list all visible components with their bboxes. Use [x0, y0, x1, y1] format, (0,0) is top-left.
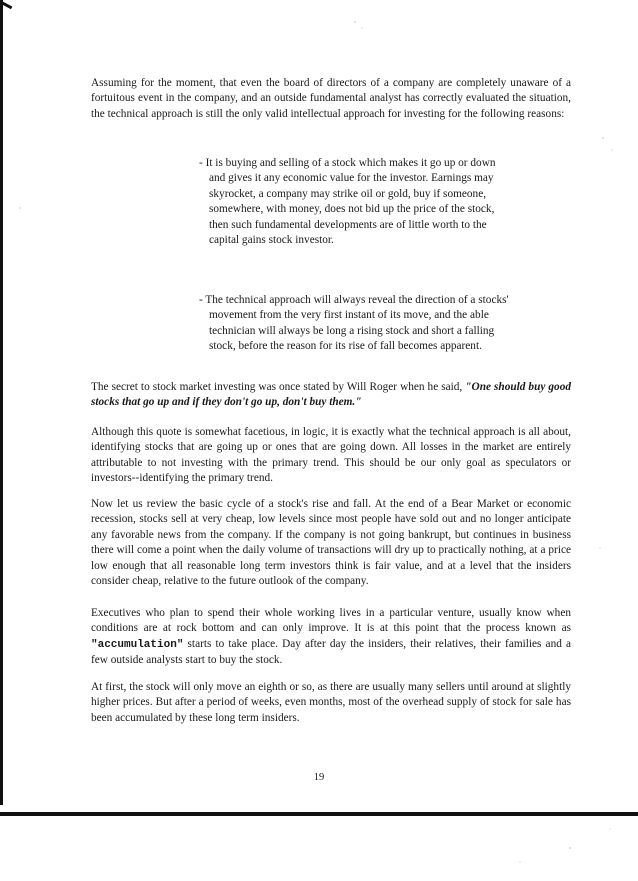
bullet-point-2: - The technical approach will always reveal the direction of a stocks' movement from the very first instant of its move, and the able technician will always be long a rising stock and short a falling stock, before the reason for its rise of fall becomes apparent.: [199, 294, 509, 353]
paragraph-executives: [91, 606, 571, 669]
executives-lead-text: Executives who plan to spend their whole working lives in a particular venture, usually know when conditions are at rock bottom and can only improve. It is at this point that the process known as: [91, 607, 571, 635]
paragraph-cycle: Now let us review the basic cycle of a stock's rise and fall. At the end of a Bear Market or economic recession, stocks sell at very cheap, low levels since most people have sold out and no longer anticipate any favorable news from the company. If the company is not going bankrupt, but continues in business there will come a point when the daily volume of transactions will dry up to practically nothing, at a price low enough that all reasonable long term investors think is fair value, and at a level that the insiders consider cheap, relative to the future outlook of the company.: [91, 498, 571, 588]
will-roger-quote: "One should buy good stocks that go up and if they don't go up, don't buy them.": [91, 381, 571, 409]
paragraph-at-first: At first, the stock will only move an eighth or so, as there are usually many sellers until around at slightly higher prices. But after a period of weeks, even months, most of the overhead supply of stock for sale has been accumulated by these long term insiders.: [91, 681, 571, 724]
page-number: 19: [313, 772, 325, 783]
accumulation-term: "accumulation": [91, 638, 184, 651]
scan-left-edge: [0, 0, 3, 805]
bottom-scan-rule: [0, 812, 638, 816]
executives-tail-text: starts to take place. Day after day the insiders, their relatives, their families and a few outside analysts start to buy the stock.: [91, 637, 571, 667]
paragraph-secret: [91, 380, 571, 411]
paragraph-facetious: Although this quote is somewhat facetious, in logic, it is exactly what the technical approach is all about, identifying stocks that are going up or ones that are going down. All losses in the market are entirely attributable to not investing with the primary trend. This should be our only goal as speculators or investors--identifying the primary trend.: [91, 426, 571, 485]
secret-lead-text: The secret to stock market investing was once stated by Will Roger when he said,: [91, 381, 466, 393]
paragraph-intro: Assuming for the moment, that even the board of directors of a company are completely unaware of a fortuitous event in the company, and an outside fundamental analyst has correctly evaluated the situation, the technical approach is still the only valid intellectual approach for investing for the following reasons:: [91, 77, 571, 120]
bullet-point-1: - It is buying and selling of a stock which makes it go up or down and gives it any economic value for the investor. Earnings may skyrocket, a company may strike oil or gold, buy if someone, somewhere, with money, does not bid up the price of the stock, then such fundamental developments are of little worth to the capital gains stock investor.: [199, 157, 496, 247]
